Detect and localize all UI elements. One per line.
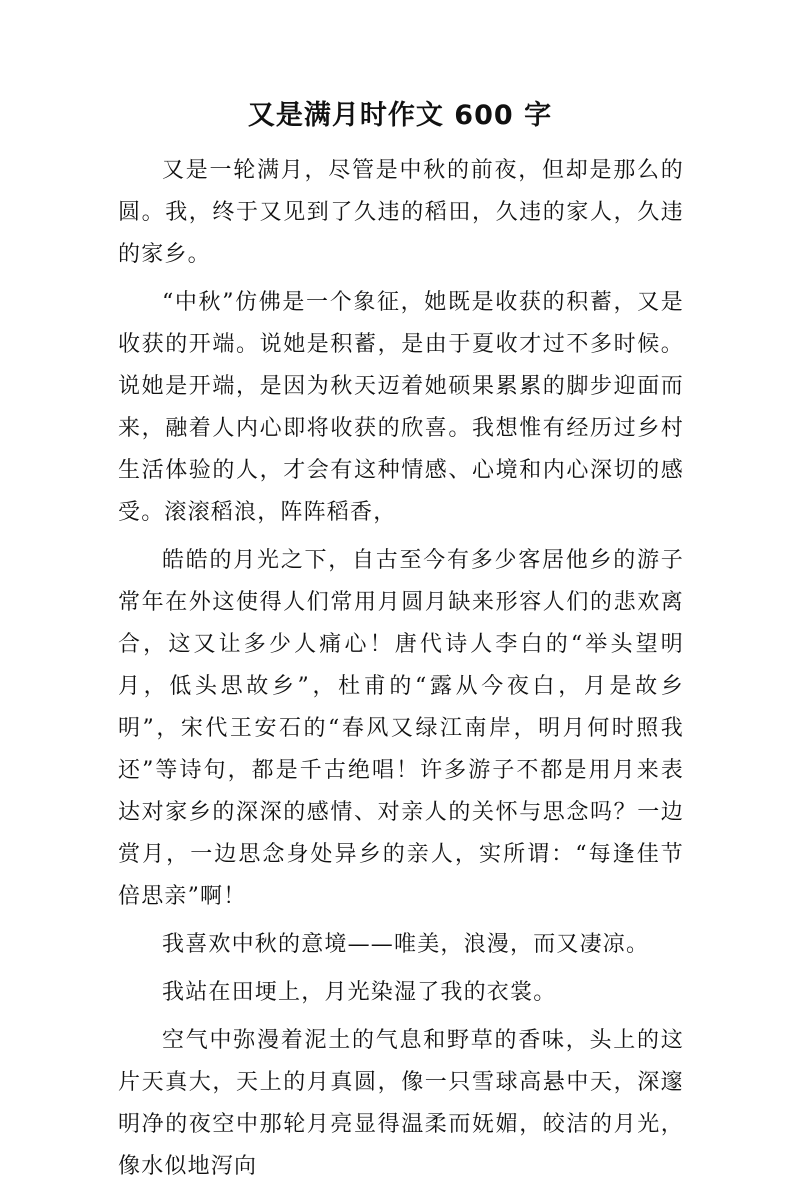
paragraph-3: 皓皓的月光之下，自古至今有多少客居他乡的游子常年在外这使得人们常用月圆月缺来形容人们的悲欢离合，这又让多少人痛心！唐代诗人李白的“举头望明月，低头思故乡”，杜甫的“露从今夜白，月是故乡明”，宋代王安石的“春风又绿江南岸，明月何时照我还”等诗句，都是千古绝唱！许多游子不都是用月来表达对家乡的深深的感情、对亲人的关怀与思念吗？一边赏月，一边思念身处异乡的亲人，实所谓：“每逢佳节倍思亲”啊！ [118,548,684,909]
paragraph-1: 又是一轮满月，尽管是中秋的前夜，但却是那么的圆。我，终于又见到了久违的稻田，久违的家人，久违的家乡。 [118,158,684,267]
paragraph-5: 我站在田埂上，月光染湿了我的衣裳。 [162,980,557,1005]
document-title: 又是满月时作文 600 字 [247,100,553,131]
paragraph-6: 空气中弥漫着泥土的气息和野草的香味，头上的这片天真大，天上的月真圆，像一只雪球高悬中天，深邃明净的夜空中那轮月亮显得温柔而妩媚，皎洁的月光，像水似地泻向 [118,1028,684,1179]
paragraph-2: “中秋”仿佛是一个象征，她既是收获的积蓄，又是收获的开端。说她是积蓄，是由于夏收才过不多时候。说她是开端，是因为秋天迈着她硕果累累的脚步迎面而来，融着人内心即将收获的欣喜。我想惟有经历过乡村生活体验的人，才会有这种情感、心境和内心深切的感受。滚滚稻浪，阵阵稻香， [118,290,684,525]
paragraph-4: 我喜欢中秋的意境——唯美，浪漫，而又凄凉。 [162,932,650,957]
document-body [118,150,684,1194]
